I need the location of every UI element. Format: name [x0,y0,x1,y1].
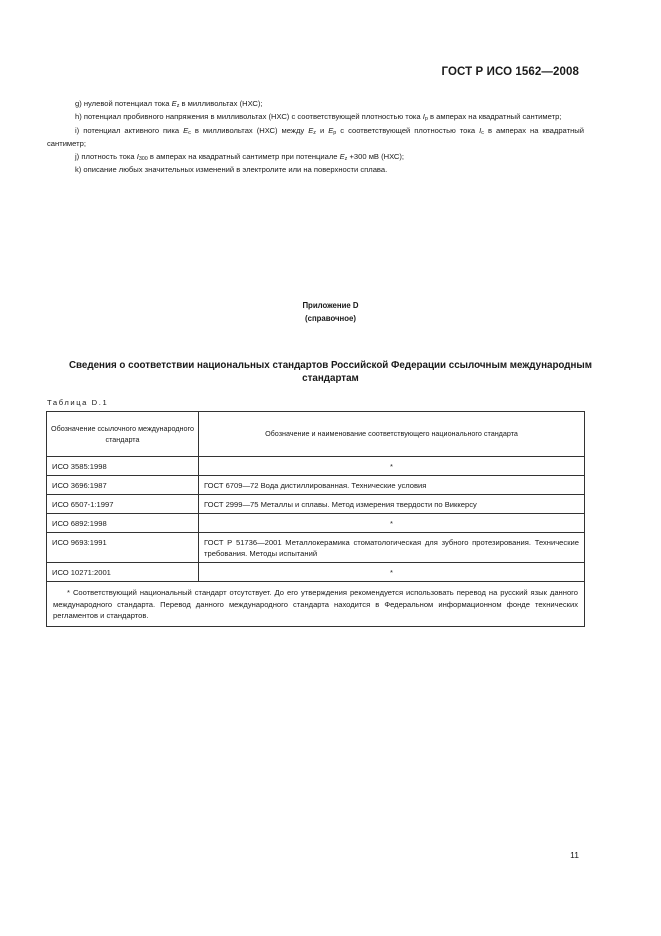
list-item-i: i) потенциал активного пика $E_c$ в милливольтах (НХС) между $E_z$ и $E_p$ с соответствующей плотностью тока $I_c$ в амперах на квадратный сантиметр; [47,125,584,148]
national-standard-cell: * [199,514,585,533]
table-footnote: * Соответствующий национальный стандарт отсутствует. До его утверждения рекомендуется использовать перевод на русский язык данного международного стандарта. Перевод данного международного стандарта находится в Федеральном информационном фонде технических регламентов и стандартов. [53,588,578,621]
table-caption: Таблица D.1 [47,398,109,407]
national-standard-cell: * [199,457,585,476]
page-number: 11 [570,850,579,860]
national-standard-cell: ГОСТ Р 51736—2001 Металлокерамика стоматологическая для зубного протезирования. Технические требования. Методы испытаний [199,533,585,563]
international-standard-cell: ИСО 10271:2001 [47,563,199,582]
appendix-subtitle: (справочное) [305,313,356,323]
national-standard-cell: ГОСТ 2999—75 Металлы и сплавы. Метод измерения твердости по Виккерсу [199,495,585,514]
table-row [47,457,585,476]
table-footnote-row [47,582,585,627]
list-item-g: g) нулевой потенциал тока $E_z$ в милливольтах (НХС); [75,99,263,109]
appendix-title: Приложение D [302,301,359,310]
table-row [47,563,585,582]
document-header: ГОСТ Р ИСО 1562—2008 [441,66,579,78]
international-standard-cell: ИСО 3585:1998 [47,457,199,476]
table-row [47,533,585,563]
table-footnote-cell [47,582,585,627]
list-item-j: j) плотность тока $I_{300}$ в амперах на квадратный сантиметр при потенциале $E_z +300$ мВ (НХС); [75,152,405,163]
table-header-row [47,412,585,457]
correspondence-table [46,411,585,627]
column-header-national: Обозначение и наименование соответствующего национального стандарта [199,412,585,457]
list-item-k: k) описание любых значительных изменений в электролите или на поверхности сплава. [75,165,388,175]
column-header-international: Обозначение ссылочного международного стандарта [47,412,199,457]
national-standard-cell: ГОСТ 6709—72 Вода дистиллированная. Технические условия [199,476,585,495]
section-heading: Сведения о соответствии национальных стандартов Российской Федерации ссылочным международным стандартам [68,360,593,385]
table-row [47,495,585,514]
table-row [47,514,585,533]
national-standard-cell: * [199,563,585,582]
results-list [47,97,584,177]
international-standard-cell: ИСО 6507-1:1997 [47,495,199,514]
international-standard-cell: ИСО 3696:1987 [47,476,199,495]
list-item-h: h) потенциал пробивного напряжения в милливольтах (НХС) с соответствующей плотностью тока $I_p$ в амперах на квадратный сантиметр; [75,112,562,123]
international-standard-cell: ИСО 6892:1998 [47,514,199,533]
international-standard-cell: ИСО 9693:1991 [47,533,199,563]
appendix-title-block [0,300,661,325]
table-row [47,476,585,495]
